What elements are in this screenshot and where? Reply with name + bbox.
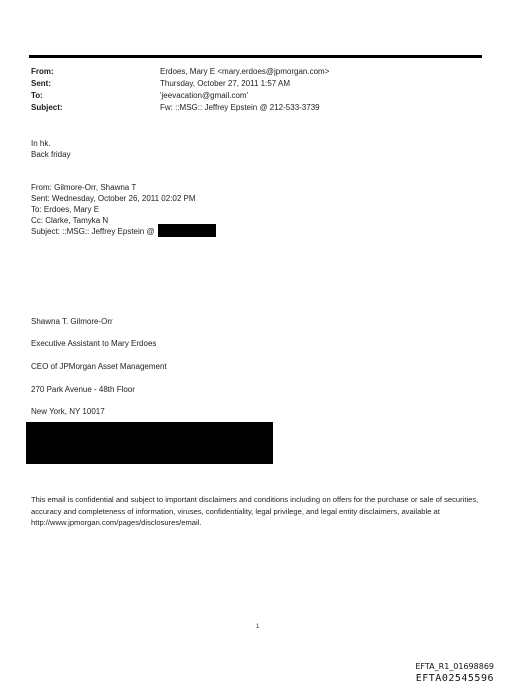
body-line-1: In hk. [31, 139, 51, 148]
disclaimer-text: This email is confidential and subject to important disclaimers and conditions including on offers for the purchase or sale of securities, accuracy and completeness of information, viruses, confidentiality, legal privilege, and legal entity disclaimers, available at http://www.jpmorgan.com/pages/disclosures/email. [31, 495, 479, 527]
page-number: 1 [256, 624, 260, 630]
fwd-from: From: Gilmore-Orr, Shawna T [31, 183, 137, 192]
from-label: From: [31, 67, 54, 76]
redaction-block [158, 224, 216, 237]
fwd-subject: Subject: ::MSG:: Jeffrey Epstein @ [31, 227, 155, 236]
subject-label: Subject: [31, 103, 63, 112]
subject-value: Fw: ::MSG:: Jeffrey Epstein @ 212-533-3739 [160, 103, 320, 112]
bates-number-1: EFTA_R1_01698869 [415, 662, 494, 671]
signature-city: New York, NY 10017 [31, 407, 105, 416]
signature-address: 270 Park Avenue - 48th Floor [31, 385, 135, 394]
fwd-cc: Cc: Clarke, Tamyka N [31, 216, 109, 225]
signature-name: Shawna T. Gilmore-Orr [31, 317, 113, 326]
sent-value: Thursday, October 27, 2011 1:57 AM [160, 79, 290, 88]
signature-title: Executive Assistant to Mary Erdoes [31, 339, 157, 348]
body-line-2: Back friday [31, 150, 71, 159]
to-value: 'jeevacation@gmail.com' [160, 91, 249, 100]
sent-label: Sent: [31, 79, 51, 88]
to-label: To: [31, 91, 43, 100]
signature-role: CEO of JPMorgan Asset Management [31, 362, 167, 371]
redaction-block [26, 422, 273, 464]
header-rule [29, 55, 482, 58]
from-value: Erdoes, Mary E <mary.erdoes@jpmorgan.com> [160, 67, 330, 76]
fwd-sent: Sent: Wednesday, October 26, 2011 02:02 PM [31, 194, 196, 203]
bates-number-2: EFTA02545596 [415, 673, 494, 684]
fwd-to: To: Erdoes, Mary E [31, 205, 100, 214]
